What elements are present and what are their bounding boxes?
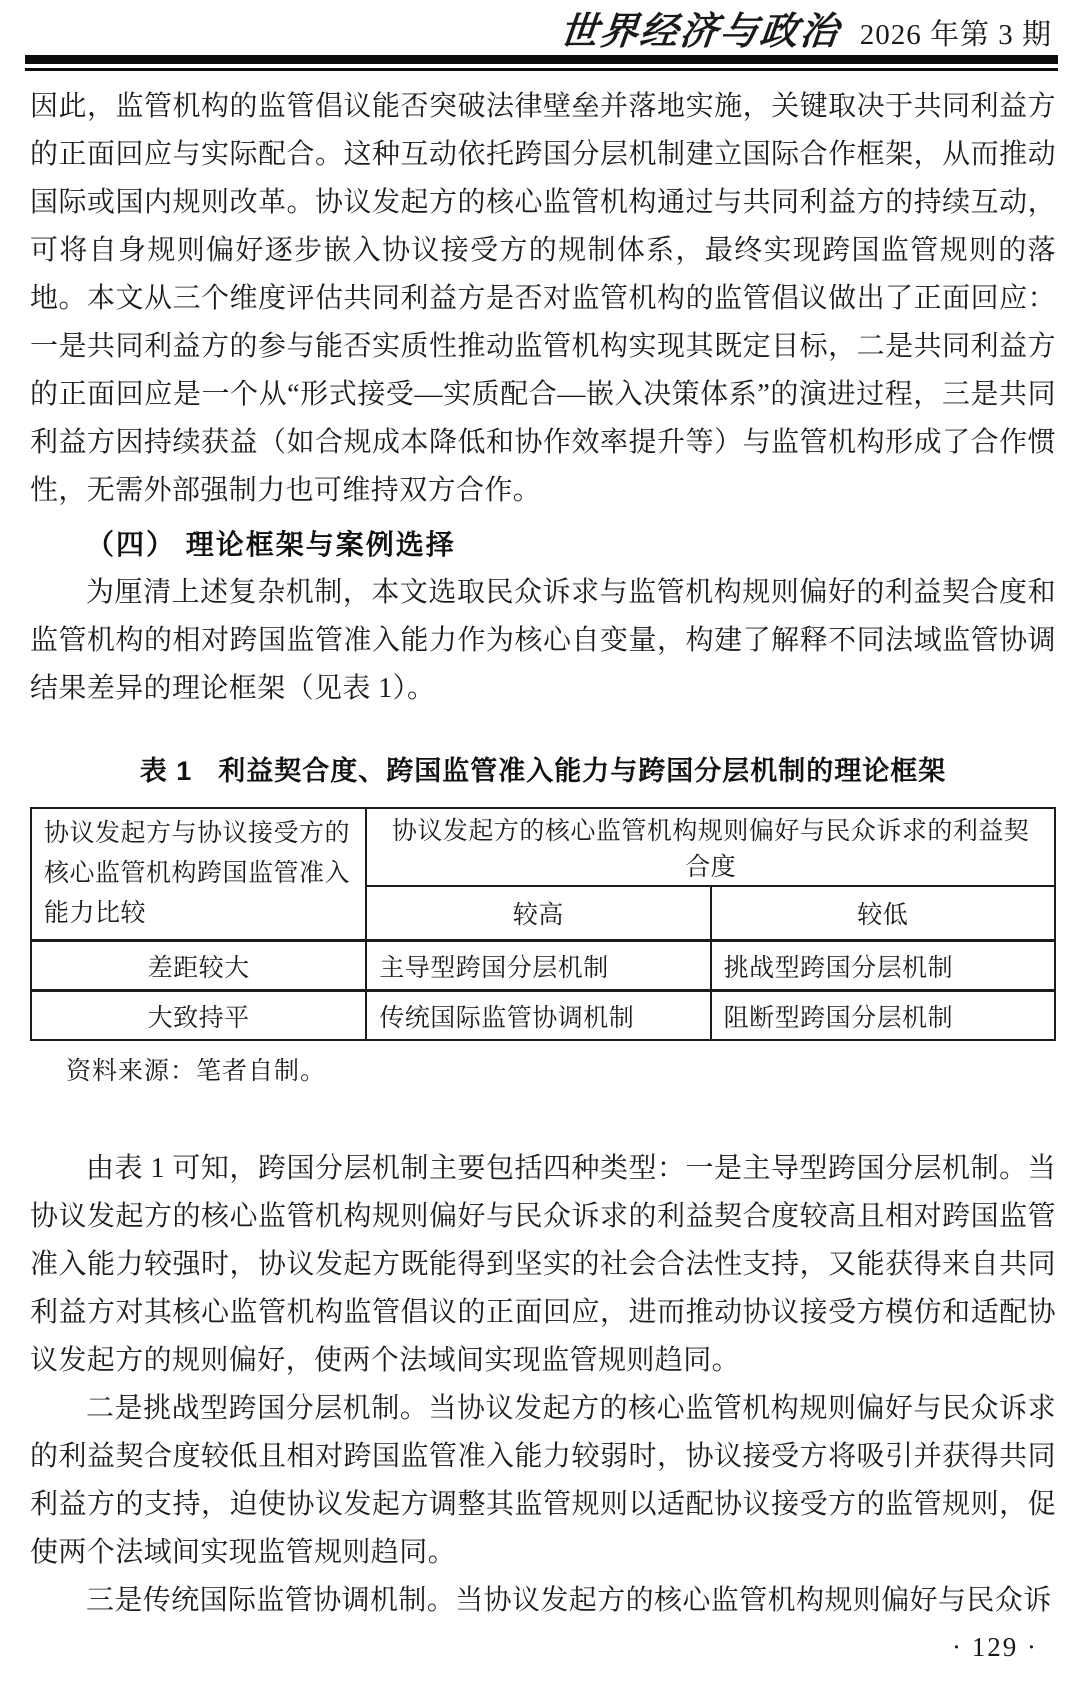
table-row-label: 大致持平: [31, 991, 366, 1041]
table-title: [30, 753, 1056, 789]
table-cell-low: 挑战型跨国分层机制: [711, 941, 1055, 991]
paragraph-1: 因此，监管机构的监管倡议能否突破法律壁垒并落地实施，关键取决于共同利益方的正面回应与实际配合。这种互动依托跨国分层机制建立国际合作框架，从而推动国际或国内规则改革。协议发起方的核心监管机构通过与共同利益方的持续互动，可将自身规则偏好逐步嵌入协议接受方的规制体系，最终实现跨国监管规则的落地。本文从三个维度评估共同利益方是否对监管机构的监管倡议做出了正面回应：一是共同利益方的参与能否实质性推动监管机构实现其既定目标，二是共同利益方的正面回应是一个从“形式接受—实质配合—嵌入决策体系”的演进过程，三是共同利益方因持续获益（如合规成本降低和协作效率提升等）与监管机构形成了合作惯性，无需外部强制力也可维持双方合作。: [30, 91, 1056, 506]
table-col-group-header: 协议发起方的核心监管机构规则偏好与民众诉求的利益契合度: [366, 808, 1055, 886]
table-row-axis-header: 协议发起方与协议接受方的核心监管机构跨国监管准入能力比较: [31, 808, 366, 941]
table-number-label: 表 1: [139, 756, 193, 786]
journal-logo: 世界经济与政治: [557, 8, 843, 53]
table-cell-high: 主导型跨国分层机制: [366, 941, 710, 991]
table-row-label: 差距较大: [31, 941, 366, 991]
section-heading: （四） 理论框架与案例选择: [86, 529, 456, 560]
running-head: [0, 0, 1080, 53]
table-cell-high: 传统国际监管协调机制: [366, 991, 710, 1041]
table-header-row-1: [31, 808, 1055, 886]
table-col-header-low: 较低: [711, 886, 1055, 941]
table-cell-low: 阻断型跨国分层机制: [711, 991, 1055, 1041]
paragraph-4: 二是挑战型跨国分层机制。当协议发起方的核心监管机构规则偏好与民众诉求的利益契合度较低且相对跨国监管准入能力较弱时，协议接受方将吸引并获得共同利益方的支持，迫使协议发起方调整其监管规则以适配协议接受方的监管规则，促使两个法域间实现监管规则趋同。: [30, 1393, 1056, 1568]
issue-label: 2026 年第 3 期: [859, 19, 1052, 51]
paragraph-5: 三是传统国际监管协调机制。当协议发起方的核心监管机构规则偏好与民众诉: [86, 1585, 1052, 1616]
table-source-note: 资料来源：笔者自制。: [66, 1058, 327, 1085]
article-body: [0, 71, 1080, 1625]
table-col-header-high: 较高: [366, 886, 710, 941]
table-title-text: 利益契合度、跨国监管准入能力与跨国分层机制的理论框架: [218, 756, 947, 786]
table-row: [31, 941, 1055, 991]
header-rule-thick: [25, 55, 1058, 64]
table-row: [31, 991, 1055, 1041]
page-number: · 129 ·: [952, 1632, 1038, 1662]
paragraph-3: 由表 1 可知，跨国分层机制主要包括四种类型：一是主导型跨国分层机制。当协议发起方的核心监管机构规则偏好与民众诉求的利益契合度较高且相对跨国监管准入能力较强时，协议发起方既能得到坚实的社会合法性支持，又能获得来自共同利益方对其核心监管机构监管倡议的正面回应，进而推动协议接受方模仿和适配协议发起方的规则偏好，使两个法域间实现监管规则趋同。: [30, 1153, 1056, 1376]
theory-framework-table: [30, 807, 1056, 1041]
paragraph-2: 为厘清上述复杂机制，本文选取民众诉求与监管机构规则偏好的利益契合度和监管机构的相对跨国监管准入能力作为核心自变量，构建了解释不同法域监管协调结果差异的理论框架（见表 1）。: [30, 577, 1056, 704]
